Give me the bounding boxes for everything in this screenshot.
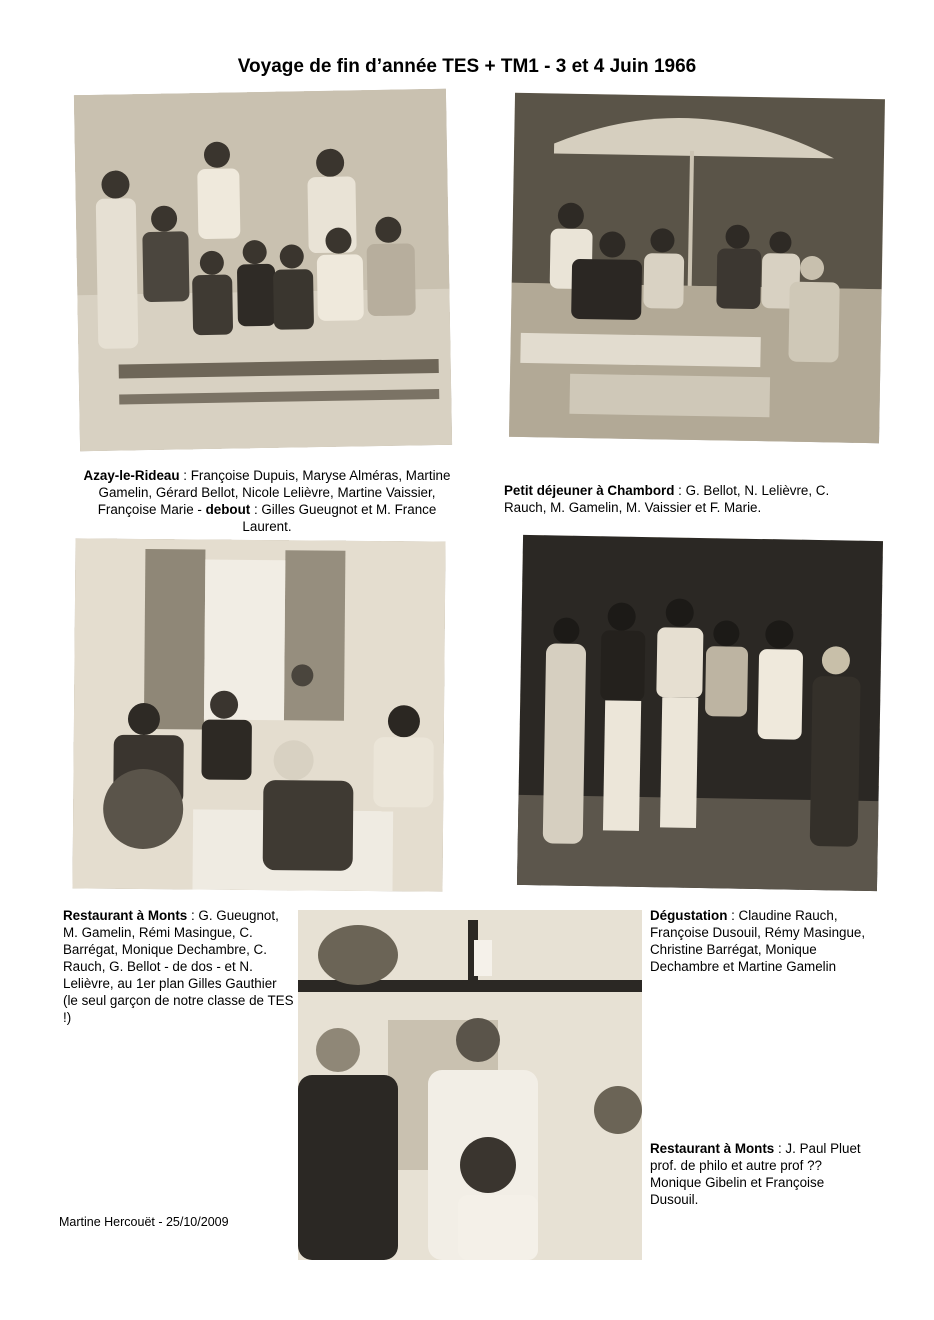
caption-place: Dégustation — [650, 908, 728, 923]
caption-text: : Claudine Rauch, Françoise Dusouil, Rémy Masingue, Christine Barrégat, Monique Dechambre et Martine Gamelin — [650, 908, 866, 974]
photo-restaurant-monts-1 — [72, 538, 445, 891]
caption-degustation — [650, 907, 882, 975]
caption-bold: debout — [205, 502, 251, 517]
photo-azay-le-rideau — [74, 89, 452, 451]
caption-text: Françoise Dupuis, Maryse Alméras, Martine Gamelin, Gérard Bellot, Nicole Lelièvre, Martine Vaissier, Françoise Marie - — [97, 468, 451, 517]
caption-place: Restaurant à Monts — [63, 908, 188, 923]
caption-text: : J. Paul Pluet prof. de philo et autre prof ?? Monique Gibelin et Françoise Dusouil. — [650, 1141, 861, 1207]
caption-text: : G. Gueugnot, M. Gamelin, Rémi Masingue, C. Barrégat, Monique Dechambre, C. Rauch, G. Bellot - de dos - et N. Lelièvre, au 1er plan Gilles Gauthier (le seul garçon de notre classe de TES !) — [63, 908, 294, 1025]
caption-restaurant-monts-2 — [650, 1140, 870, 1208]
caption-azay-le-rideau — [74, 467, 460, 535]
caption-place: Azay-le-Rideau — [83, 468, 180, 483]
caption-place: Petit déjeuner à Chambord — [504, 483, 675, 498]
footer-author-date: Martine Hercouët - 25/10/2009 — [59, 1215, 229, 1229]
caption-place: Restaurant à Monts — [650, 1141, 775, 1156]
photo-restaurant-monts-2 — [298, 910, 642, 1260]
caption-text: : Gilles Gueugnot et M. France Laurent. — [242, 502, 437, 534]
caption-restaurant-monts-1 — [63, 907, 295, 1026]
caption-separator: : — [179, 468, 191, 483]
page-title: Voyage de fin d’année TES + TM1 - 3 et 4 Juin 1966 — [237, 56, 697, 77]
caption-text: : G. Bellot, N. Lelièvre, C. Rauch, M. Gamelin, M. Vaissier et F. Marie. — [504, 483, 830, 515]
caption-chambord — [504, 482, 874, 516]
photo-chambord — [509, 93, 885, 443]
photo-degustation — [517, 535, 883, 891]
